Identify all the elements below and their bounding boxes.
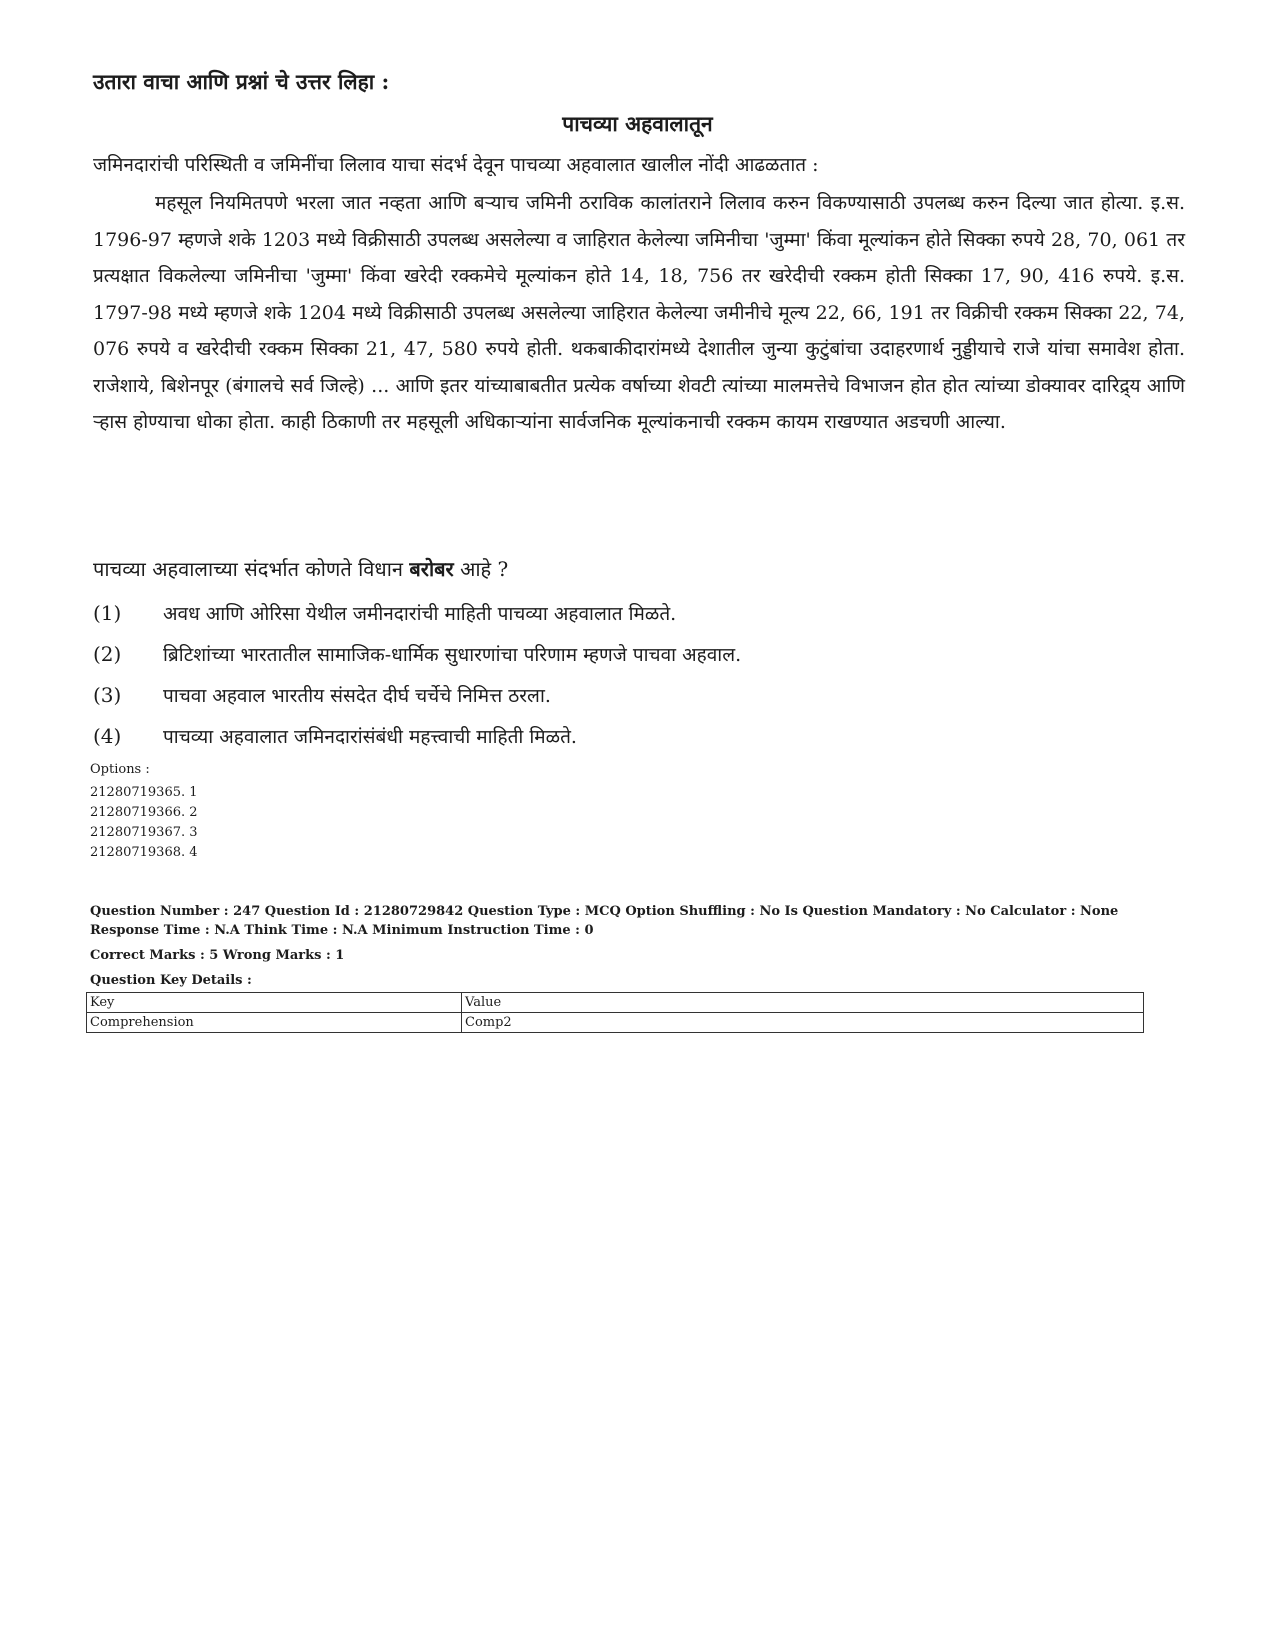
option-text: ब्रिटिशांच्या भारतातील सामाजिक-धार्मिक सुधारणांचा परिणाम म्हणजे पाचवा अहवाल. [163,643,742,666]
option-id: 21280719367. 3 [90,825,198,840]
answer-options [93,592,1173,756]
option-number: (1) [93,600,122,625]
table-header-row [87,993,1144,1013]
options-label: Options : [90,762,150,777]
marks-line: Correct Marks : 5 Wrong Marks : 1 [90,948,345,963]
option-number: (2) [93,641,122,666]
option-number: (4) [93,723,122,748]
key-cell: Comprehension [87,1013,462,1033]
table-row [87,1013,1144,1033]
passage-title: पाचव्या अहवालातून [562,111,713,136]
key-details-label: Question Key Details : [90,973,252,988]
question-metadata [90,902,1118,990]
question-emphasis: बरोबर [409,557,454,581]
instruction-heading: उतारा वाचा आणि प्रश्नां चे उत्तर लिहा : [93,69,390,94]
answer-option-3 [93,674,1173,715]
passage-intro: जमिनदारांची परिस्थिती व जमिनींचा लिलाव याचा संदर्भ देवून पाचव्या अहवालात खालील नोंदी आढळतात : [93,154,819,176]
metadata-line-2: Response Time : N.A Think Time : N.A Minimum Instruction Time : 0 [90,923,594,938]
header-value-cell: Value [462,993,1144,1013]
option-id: 21280719365. 1 [90,785,198,800]
option-id: 21280719368. 4 [90,845,198,860]
option-text: पाचवा अहवाल भारतीय संसदेत दीर्घ चर्चेचे निमित्त ठरला. [163,684,551,707]
option-number: (3) [93,682,122,707]
answer-option-1 [93,592,1173,633]
answer-option-4 [93,715,1173,756]
passage-body: महसूल नियमितपणे भरला जात नव्हता आणि बऱ्याच जमिनी ठराविक कालांतराने लिलाव करुन विकण्यासाठी उपलब्ध करुन दिल्या जात होत्या. इ.स. 1796-97 म्हणजे शके 1203 मध्ये विक्रीसाठी उपलब्ध असलेल्या व जाहिरात केलेल्या जमिनीचा 'जुम्मा' किंवा मूल्यांकन होते सिक्का रुपये 28, 70, 061 तर प्रत्यक्षात विकलेल्या जमिनीचा 'जुम्मा' किंवा खरेदी रक्कमेचे मूल्यांकन होते 14, 18, 756 तर खरेदीची रक्कम होती सिक्का 17, 90, 416 रुपये. इ.स. 1797-98 मध्ये म्हणजे शके 1204 मध्ये विक्रीसाठी उपलब्ध असलेल्या जाहिरात केलेल्या जमीनीचे मूल्य 22, 66, 191 तर विक्रीची रक्कम सिक्का 22, 74, 076 रुपये व खरेदीची रक्कम सिक्का 21, 47, 580 रुपये होती. थकबाकीदारांमध्ये देशातील जुन्या कुटुंबांचा उदाहरणार्थ नुड्डीयाचे राजे यांचा समावेश होता. राजेशाये, बिशेनपूर (बंगालचे सर्व जिल्हे) ... आणि इतर यांच्याबाबतीत प्रत्येक वर्षाच्या शेवटी त्यांच्या मालमत्तेचे विभाजन होत होत त्यांच्या डोक्यावर दारिद्र्य आणि ऱ्हास होण्याचा धोका होता. काही ठिकाणी तर महसूली अधिकाऱ्यांना सार्वजनिक मूल्यांकनाची रक्कम कायम राखण्यात अडचणी आल्या. [93,192,1185,433]
question-prefix: पाचव्या अहवालाच्या संदर्भात कोणते विधान [93,557,410,581]
option-id: 21280719366. 2 [90,805,198,820]
value-cell: Comp2 [462,1013,1144,1033]
answer-option-2 [93,633,1173,674]
question-key-table [86,992,1144,1033]
question-suffix: आहे ? [453,557,509,581]
option-id-list [90,783,198,863]
header-key-cell: Key [87,993,462,1013]
question-stem [93,555,508,582]
option-text: पाचव्या अहवालात जमिनदारांसंबंधी महत्त्वाची माहिती मिळते. [163,725,577,748]
option-text: अवध आणि ओरिसा येथील जमीनदारांची माहिती पाचव्या अहवालात मिळते. [163,602,677,625]
metadata-line-1: Question Number : 247 Question Id : 21280729842 Question Type : MCQ Option Shuffling : No Is Question Mandatory : No Calculator : None [90,904,1119,919]
